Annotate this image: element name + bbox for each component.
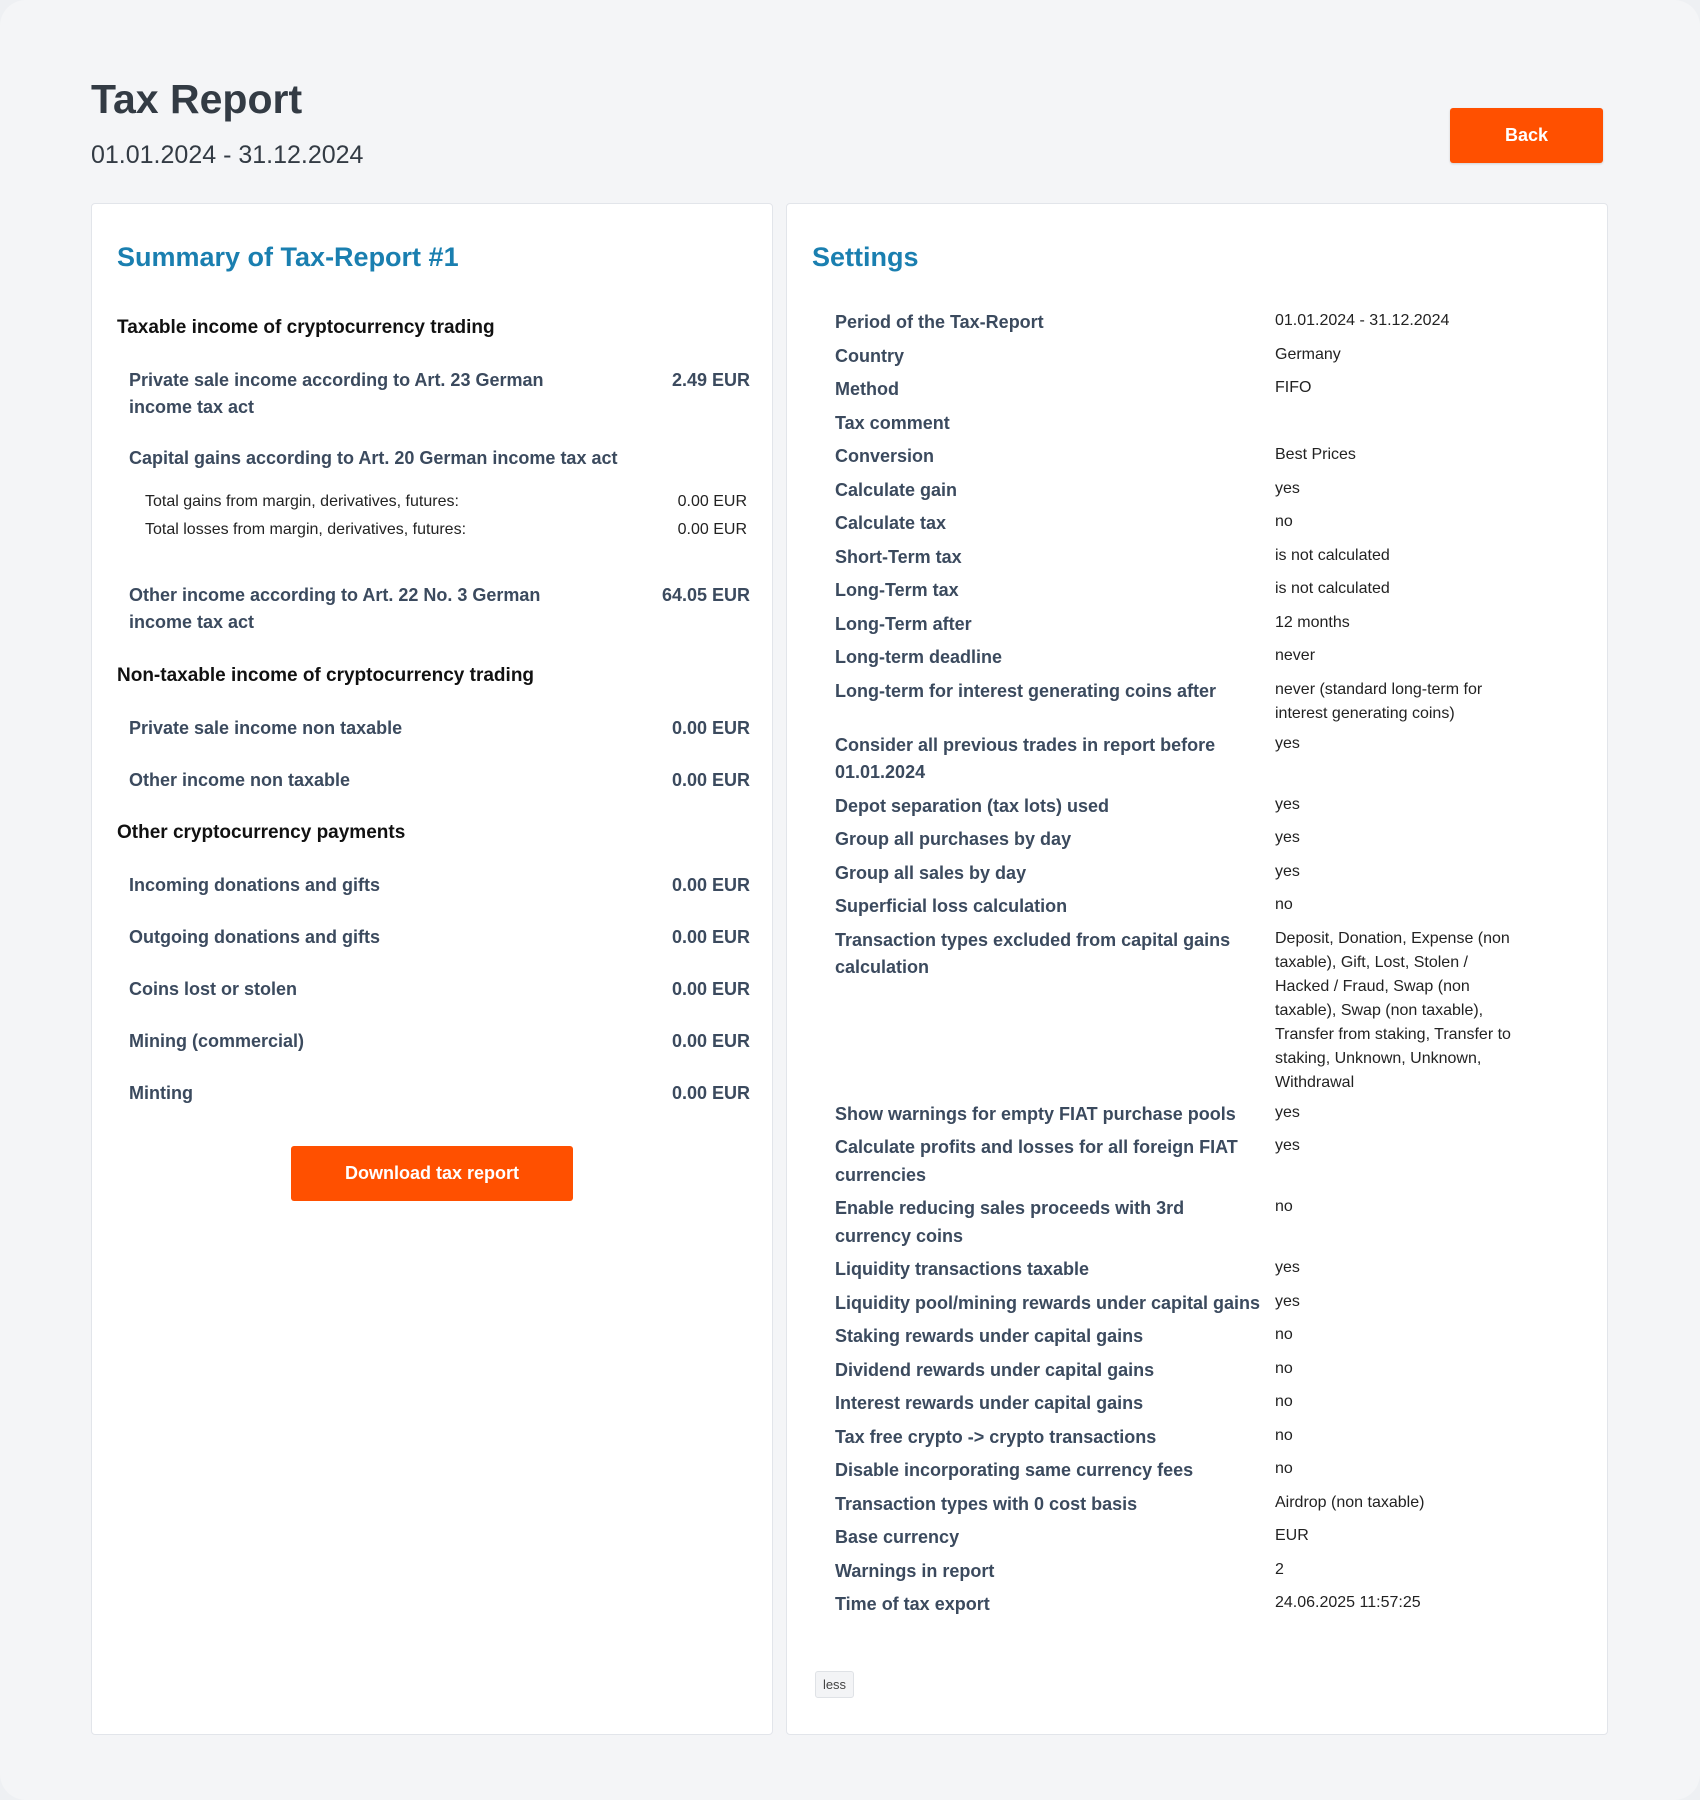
setting-value: 24.06.2025 11:57:25 bbox=[1275, 1594, 1421, 1611]
setting-label: Tax free crypto -> crypto transactions bbox=[835, 1426, 1157, 1447]
settings-row bbox=[835, 793, 1575, 821]
margin-losses-value: 0.00 EUR bbox=[677, 521, 747, 538]
setting-value: never (standard long-term for interest generating coins) bbox=[1275, 680, 1483, 722]
settings-list bbox=[835, 309, 1575, 1625]
setting-value: Deposit, Donation, Expense (non taxable), Gift, Lost, Stolen / Hacked / Fraud, Swap (non taxable), Swap (non taxable), Transfer from staking, Transfer to staking, Unknown, Unknown, Withdrawal bbox=[1275, 929, 1511, 1091]
setting-value: yes bbox=[1275, 795, 1300, 813]
setting-value: 01.01.2024 - 31.12.2024 bbox=[1275, 312, 1450, 329]
setting-label: Group all sales by day bbox=[835, 862, 1027, 883]
summary-value: 0.00 EUR bbox=[671, 718, 750, 738]
summary-value: 0.00 EUR bbox=[671, 979, 750, 999]
setting-value: yes bbox=[1275, 1292, 1300, 1310]
setting-label: Warnings in report bbox=[835, 1560, 995, 1581]
summary-row-private-sale bbox=[129, 367, 750, 421]
summary-row-other-income bbox=[129, 582, 750, 636]
setting-value: is not calculated bbox=[1275, 580, 1390, 597]
summary-label: Capital gains according to Art. 20 German income tax act bbox=[129, 448, 618, 468]
setting-label: Staking rewards under capital gains bbox=[835, 1326, 1144, 1346]
setting-value: yes bbox=[1275, 829, 1300, 846]
settings-row bbox=[835, 732, 1575, 787]
margin-losses-row bbox=[145, 520, 747, 540]
setting-label: Interest rewards under capital gains bbox=[835, 1393, 1144, 1413]
summary-value: 64.05 EUR bbox=[661, 585, 750, 605]
setting-value: yes bbox=[1275, 479, 1300, 497]
margin-gains-value: 0.00 EUR bbox=[677, 493, 747, 510]
settings-row bbox=[835, 826, 1575, 854]
setting-label: Base currency bbox=[835, 1527, 960, 1547]
summary-label: Outgoing donations and gifts bbox=[129, 927, 380, 947]
summary-value: 0.00 EUR bbox=[671, 1083, 750, 1103]
margin-gains-label: Total gains from margin, derivatives, futures: bbox=[145, 493, 459, 510]
settings-row bbox=[835, 927, 1575, 1095]
setting-label: Dividend rewards under capital gains bbox=[835, 1359, 1155, 1380]
settings-row bbox=[835, 1323, 1575, 1351]
settings-row bbox=[835, 1491, 1575, 1519]
setting-value: Best Prices bbox=[1275, 446, 1356, 463]
setting-label: Long-Term after bbox=[835, 613, 972, 634]
summary-value: 0.00 EUR bbox=[671, 875, 750, 895]
setting-label: Superficial loss calculation bbox=[835, 896, 1068, 916]
settings-row bbox=[835, 1457, 1575, 1485]
setting-value: yes bbox=[1275, 862, 1300, 880]
summary-label: Other income according to Art. 22 No. 3 German income tax act bbox=[129, 585, 541, 632]
summary-row-lost bbox=[129, 976, 750, 1003]
setting-value: 2 bbox=[1275, 1560, 1284, 1578]
summary-label: Incoming donations and gifts bbox=[129, 875, 380, 895]
settings-row bbox=[835, 1134, 1575, 1189]
summary-row-private-nontaxable bbox=[129, 715, 750, 742]
setting-value: is not calculated bbox=[1275, 546, 1390, 564]
settings-row bbox=[835, 860, 1575, 888]
setting-value: FIFO bbox=[1275, 379, 1312, 396]
setting-label: Calculate tax bbox=[835, 513, 947, 533]
setting-label: Disable incorporating same currency fees bbox=[835, 1460, 1194, 1480]
summary-row-outgoing bbox=[129, 924, 750, 951]
setting-label: Conversion bbox=[835, 446, 935, 466]
summary-value: 0.00 EUR bbox=[671, 770, 750, 790]
summary-row-incoming bbox=[129, 872, 750, 899]
summary-value: 0.00 EUR bbox=[671, 927, 750, 947]
summary-row-minting bbox=[129, 1080, 750, 1107]
settings-row bbox=[835, 443, 1575, 471]
summary-card bbox=[91, 203, 773, 1735]
summary-row-other-nontaxable bbox=[129, 767, 750, 794]
settings-row bbox=[835, 376, 1575, 404]
summary-row-capital-gains bbox=[129, 445, 750, 472]
summary-label: Private sale income according to Art. 23 German income tax act bbox=[129, 370, 544, 417]
setting-label: Period of the Tax-Report bbox=[835, 312, 1044, 332]
download-tax-report-button[interactable]: Download tax report bbox=[291, 1146, 573, 1201]
margin-gains-row bbox=[145, 492, 747, 512]
settings-row bbox=[835, 309, 1575, 337]
summary-label: Private sale income non taxable bbox=[129, 718, 403, 738]
setting-value: no bbox=[1275, 1326, 1293, 1343]
settings-row bbox=[835, 1591, 1575, 1619]
settings-row bbox=[835, 343, 1575, 371]
margin-losses-label: Total losses from margin, derivatives, futures: bbox=[145, 521, 467, 538]
settings-row bbox=[835, 1357, 1575, 1385]
settings-row bbox=[835, 410, 1575, 438]
setting-value: Airdrop (non taxable) bbox=[1275, 1493, 1425, 1511]
settings-row bbox=[835, 577, 1575, 605]
setting-value: yes bbox=[1275, 1137, 1300, 1154]
setting-label: Show warnings for empty FIAT purchase pools bbox=[835, 1103, 1236, 1124]
settings-row bbox=[835, 644, 1575, 672]
setting-value: no bbox=[1275, 1359, 1293, 1377]
setting-label: Consider all previous trades in report before 01.01.2024 bbox=[835, 734, 1216, 782]
settings-row bbox=[835, 678, 1575, 726]
settings-row bbox=[835, 544, 1575, 572]
settings-row bbox=[835, 611, 1575, 639]
other-payments-heading: Other cryptocurrency payments bbox=[117, 822, 406, 843]
setting-label: Calculate gain bbox=[835, 479, 958, 500]
setting-label: Liquidity transactions taxable bbox=[835, 1259, 1090, 1279]
back-button[interactable]: Back bbox=[1450, 108, 1603, 163]
settings-row bbox=[835, 1558, 1575, 1586]
setting-label: Time of tax export bbox=[835, 1594, 990, 1614]
setting-value: no bbox=[1275, 896, 1293, 913]
settings-row bbox=[835, 1195, 1575, 1250]
setting-value: yes bbox=[1275, 734, 1300, 752]
settings-row bbox=[835, 893, 1575, 921]
settings-row bbox=[835, 1290, 1575, 1318]
taxable-income-heading: Taxable income of cryptocurrency trading bbox=[117, 317, 495, 338]
settings-row bbox=[835, 477, 1575, 505]
report-period: 01.01.2024 - 31.12.2024 bbox=[91, 141, 364, 169]
less-button[interactable]: less bbox=[815, 1671, 854, 1698]
setting-label: Long-term for interest generating coins after bbox=[835, 680, 1217, 701]
setting-value: no bbox=[1275, 1460, 1293, 1477]
settings-card bbox=[786, 203, 1608, 1735]
settings-title: Settings bbox=[812, 242, 919, 272]
setting-label: Tax comment bbox=[835, 412, 950, 433]
setting-label: Country bbox=[835, 345, 904, 366]
settings-row bbox=[835, 1524, 1575, 1552]
setting-value: no bbox=[1275, 1426, 1293, 1444]
setting-label: Method bbox=[835, 379, 899, 399]
setting-label: Short-Term tax bbox=[835, 546, 962, 567]
summary-label: Other income non taxable bbox=[129, 770, 351, 790]
setting-value: 12 months bbox=[1275, 613, 1350, 631]
setting-label: Calculate profits and losses for all foreign FIAT currencies bbox=[835, 1137, 1238, 1185]
nontaxable-income-heading: Non-taxable income of cryptocurrency trading bbox=[117, 665, 535, 686]
settings-row bbox=[835, 510, 1575, 538]
setting-label: Group all purchases by day bbox=[835, 829, 1072, 849]
setting-value: no bbox=[1275, 513, 1293, 530]
setting-value: never bbox=[1275, 647, 1316, 664]
summary-row-mining bbox=[129, 1028, 750, 1055]
setting-value: no bbox=[1275, 1393, 1293, 1410]
summary-label: Mining (commercial) bbox=[129, 1031, 305, 1051]
setting-label: Depot separation (tax lots) used bbox=[835, 795, 1110, 816]
setting-value: yes bbox=[1275, 1103, 1300, 1121]
setting-value: EUR bbox=[1275, 1527, 1309, 1544]
setting-label: Transaction types excluded from capital gains calculation bbox=[835, 929, 1231, 977]
summary-value: 2.49 EUR bbox=[671, 370, 750, 390]
summary-value: 0.00 EUR bbox=[671, 1031, 750, 1051]
setting-label: Liquidity pool/mining rewards under capital gains bbox=[835, 1292, 1261, 1313]
setting-label: Transaction types with 0 cost basis bbox=[835, 1493, 1138, 1514]
setting-label: Enable reducing sales proceeds with 3rd currency coins bbox=[835, 1198, 1185, 1246]
summary-title: Summary of Tax-Report #1 bbox=[117, 242, 459, 272]
page-title: Tax Report bbox=[91, 76, 303, 122]
summary-label: Coins lost or stolen bbox=[129, 979, 298, 999]
summary-label: Minting bbox=[129, 1083, 193, 1103]
settings-row bbox=[835, 1390, 1575, 1418]
settings-row bbox=[835, 1256, 1575, 1284]
setting-label: Long-term deadline bbox=[835, 647, 1003, 667]
setting-value: Germany bbox=[1275, 345, 1341, 363]
settings-row bbox=[835, 1424, 1575, 1452]
setting-value: no bbox=[1275, 1198, 1293, 1215]
setting-value: yes bbox=[1275, 1259, 1300, 1276]
setting-label: Long-Term tax bbox=[835, 580, 959, 600]
settings-row bbox=[835, 1101, 1575, 1129]
